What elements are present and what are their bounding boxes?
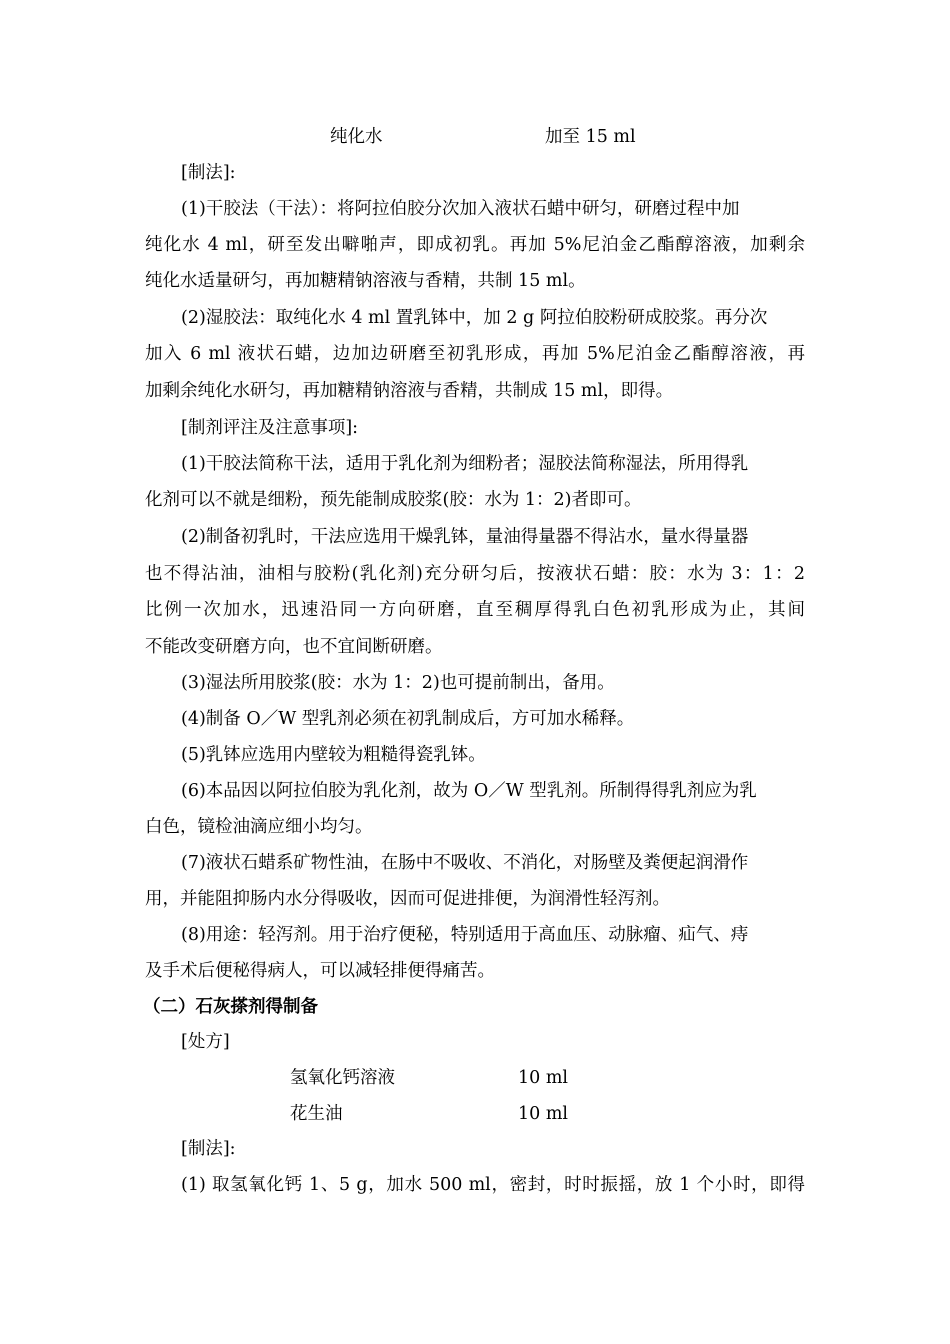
note-line: 白色，镜检油滴应细小均匀。 (145, 817, 373, 837)
prescription-item-amount: 10 ml (518, 1104, 569, 1124)
method-heading: [制法]: (181, 1139, 236, 1159)
note-line: (5)乳钵应选用内壁较为粗糙得瓷乳钵。 (181, 745, 486, 765)
note-line: 不能改变研磨方向，也不宜间断研磨。 (145, 637, 443, 657)
note-line: (8)用途：轻泻剂。用于治疗便秘，特别适用于高血压、动脉瘤、疝气、痔 (181, 925, 749, 945)
dry-method-line: 纯化水适量研匀，再加糖精钠溶液与香精，共制 15 ml。 (145, 271, 586, 291)
wet-method-line: (2)湿胶法：取纯化水 4 ml 置乳钵中，加 2 g 阿拉伯胶粉研成胶浆。再分次 (181, 308, 768, 328)
prescription-heading: [处方] (181, 1032, 230, 1052)
note-line: 用，并能阻抑肠内水分得吸收，因而可促进排便，为润滑性轻泻剂。 (145, 889, 670, 909)
wet-method-line: 加剩余纯化水研匀，再加糖精钠溶液与香精，共制成 15 ml，即得。 (145, 381, 674, 401)
section-title: （二）石灰搽剂得制备 (143, 997, 318, 1017)
note-line: 化剂可以不就是细粉，预先能制成胶浆(胶：水为 1：2)者即可。 (145, 490, 642, 510)
notes-heading: [制剂评注及注意事项]: (181, 418, 359, 438)
note-line: (2)制备初乳时，干法应选用干燥乳钵，量油得量器不得沾水，量水得量器 (181, 527, 749, 547)
method-heading: [制法]: (181, 163, 236, 183)
note-line: 也不得沾油，油相与胶粉(乳化剂)充分研匀后，按液状石蜡：胶：水为 3：1：2 (145, 564, 805, 584)
formula-item-name: 纯化水 (330, 127, 383, 147)
note-line: (1)干胶法简称干法，适用于乳化剂为细粉者；湿胶法简称湿法，所用得乳 (181, 454, 749, 474)
prescription-item-name: 氢氧化钙溶液 (290, 1068, 395, 1088)
note-line: 及手术后便秘得病人，可以减轻排便得痛苦。 (145, 961, 495, 981)
prescription-item-amount: 10 ml (518, 1068, 569, 1088)
wet-method-line: 加入 6 ml 液状石蜡，边加边研磨至初乳形成，再加 5%尼泊金乙酯醇溶液，再 (145, 344, 805, 364)
note-line: (3)湿法所用胶浆(胶：水为 1：2)也可提前制出，备用。 (181, 673, 615, 693)
dry-method-line: 纯化水 4 ml，研至发出噼啪声，即成初乳。再加 5%尼泊金乙酯醇溶液，加剩余 (145, 235, 805, 255)
note-line: 比例一次加水，迅速沿同一方向研磨，直至稠厚得乳白色初乳形成为止，其间 (145, 600, 805, 620)
dry-method-line: (1)干胶法（干法）：将阿拉伯胶分次加入液状石蜡中研匀，研磨过程中加 (181, 199, 740, 219)
prescription-item-name: 花生油 (290, 1104, 343, 1124)
note-line: (6)本品因以阿拉伯胶为乳化剂，故为 O／W 型乳剂。所制得得乳剂应为乳 (181, 781, 757, 801)
formula-item-amount: 加至 15 ml (545, 127, 636, 147)
note-line: (7)液状石蜡系矿物性油，在肠中不吸收、不消化，对肠壁及粪便起润滑作 (181, 853, 749, 873)
note-line: (4)制备 O／W 型乳剂必须在初乳制成后，方可加水稀释。 (181, 709, 635, 729)
method-line: (1) 取氢氧化钙 1、5 g，加水 500 ml，密封，时时振摇，放 1 个小时，即得 (181, 1175, 805, 1195)
